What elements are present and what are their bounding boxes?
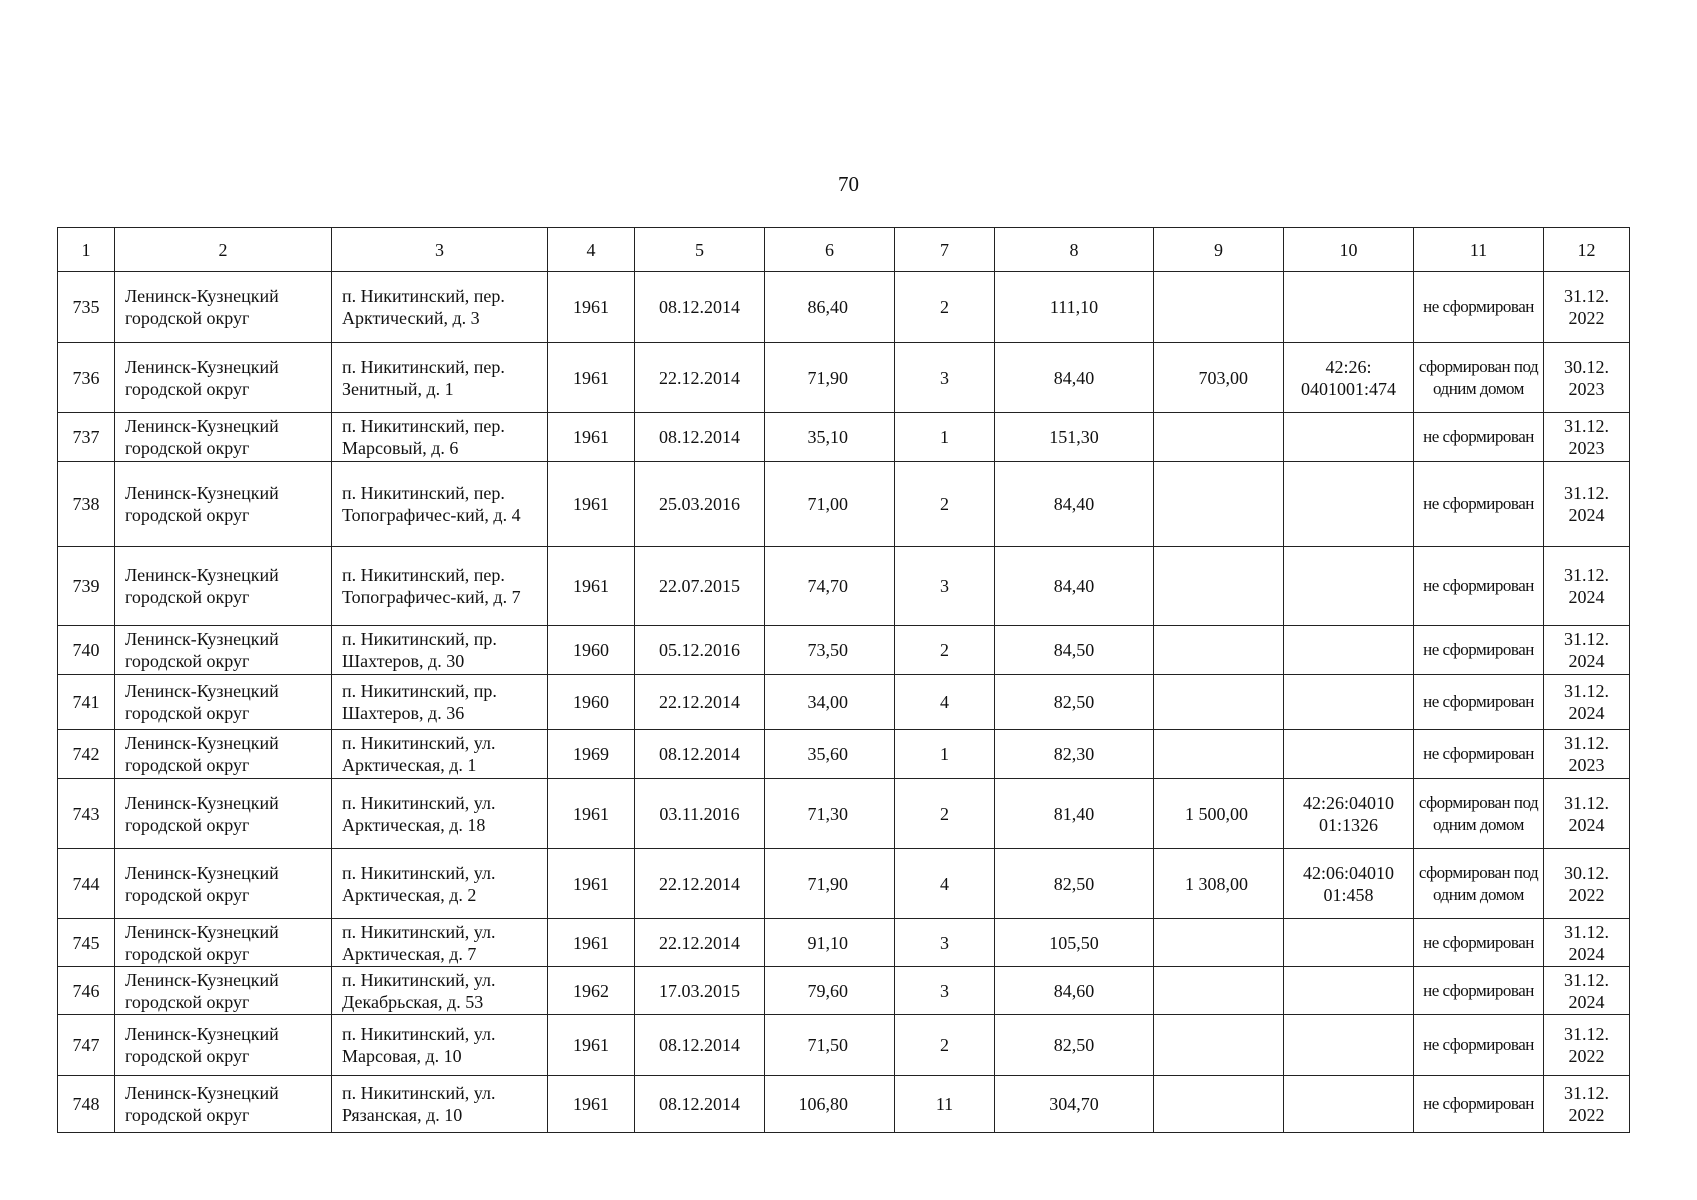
- row-number-cell: 743: [58, 779, 115, 849]
- housing-registry-table: [57, 227, 1630, 1133]
- date-cell: 08.12.2014: [635, 730, 765, 779]
- year-cell: 1961: [548, 343, 635, 413]
- land-area-cell: [1154, 272, 1284, 343]
- count-cell: 11: [895, 1076, 995, 1133]
- land-area-cell: [1154, 730, 1284, 779]
- area-cell: 71,00: [765, 462, 895, 547]
- date-cell: 22.12.2014: [635, 675, 765, 730]
- year-cell: 1961: [548, 547, 635, 626]
- count-cell: 3: [895, 547, 995, 626]
- column-header: 5: [635, 228, 765, 272]
- land-status-cell: сформирован под одним домом: [1414, 343, 1544, 413]
- land-area-cell: [1154, 1015, 1284, 1076]
- date-cell: 03.11.2016: [635, 779, 765, 849]
- year-cell: 1961: [548, 1015, 635, 1076]
- table-row: [58, 272, 1630, 343]
- address-cell: п. Никитинский, пр. Шахтеров, д. 30: [332, 626, 548, 675]
- land-status-cell: не сформирован: [1414, 626, 1544, 675]
- area-cell: 73,50: [765, 626, 895, 675]
- table-row: [58, 675, 1630, 730]
- total-area-cell: 82,50: [995, 1015, 1154, 1076]
- row-number-cell: 746: [58, 967, 115, 1015]
- total-area-cell: 82,30: [995, 730, 1154, 779]
- year-cell: 1961: [548, 849, 635, 919]
- year-cell: 1961: [548, 413, 635, 462]
- total-area-cell: 84,50: [995, 626, 1154, 675]
- table-row: [58, 967, 1630, 1015]
- deadline-cell: 30.12. 2022: [1544, 849, 1630, 919]
- count-cell: 2: [895, 272, 995, 343]
- count-cell: 3: [895, 919, 995, 967]
- land-status-cell: сформирован под одним домом: [1414, 849, 1544, 919]
- count-cell: 4: [895, 849, 995, 919]
- row-number-cell: 738: [58, 462, 115, 547]
- cadastral-number-cell: [1284, 547, 1414, 626]
- land-status-cell: не сформирован: [1414, 462, 1544, 547]
- municipality-cell: Ленинск-Кузнецкий городской округ: [115, 919, 332, 967]
- land-area-cell: [1154, 547, 1284, 626]
- count-cell: 1: [895, 730, 995, 779]
- municipality-cell: Ленинск-Кузнецкий городской округ: [115, 1015, 332, 1076]
- deadline-cell: 31.12. 2022: [1544, 1076, 1630, 1133]
- count-cell: 2: [895, 626, 995, 675]
- area-cell: 91,10: [765, 919, 895, 967]
- address-cell: п. Никитинский, пер. Марсовый, д. 6: [332, 413, 548, 462]
- total-area-cell: 151,30: [995, 413, 1154, 462]
- date-cell: 08.12.2014: [635, 272, 765, 343]
- land-status-cell: не сформирован: [1414, 675, 1544, 730]
- deadline-cell: 31.12. 2024: [1544, 675, 1630, 730]
- total-area-cell: 81,40: [995, 779, 1154, 849]
- column-header: 10: [1284, 228, 1414, 272]
- land-area-cell: [1154, 413, 1284, 462]
- row-number-cell: 747: [58, 1015, 115, 1076]
- address-cell: п. Никитинский, ул. Декабрьская, д. 53: [332, 967, 548, 1015]
- date-cell: 17.03.2015: [635, 967, 765, 1015]
- column-header: 9: [1154, 228, 1284, 272]
- date-cell: 25.03.2016: [635, 462, 765, 547]
- land-area-cell: 1 500,00: [1154, 779, 1284, 849]
- area-cell: 74,70: [765, 547, 895, 626]
- total-area-cell: 304,70: [995, 1076, 1154, 1133]
- municipality-cell: Ленинск-Кузнецкий городской округ: [115, 849, 332, 919]
- total-area-cell: 111,10: [995, 272, 1154, 343]
- total-area-cell: 84,40: [995, 462, 1154, 547]
- land-status-cell: сформирован под одним домом: [1414, 779, 1544, 849]
- municipality-cell: Ленинск-Кузнецкий городской округ: [115, 626, 332, 675]
- page-number: 70: [838, 172, 859, 196]
- total-area-cell: 84,60: [995, 967, 1154, 1015]
- year-cell: 1961: [548, 919, 635, 967]
- year-cell: 1961: [548, 272, 635, 343]
- column-header: 11: [1414, 228, 1544, 272]
- table-row: [58, 730, 1630, 779]
- row-number-cell: 739: [58, 547, 115, 626]
- column-header: 1: [58, 228, 115, 272]
- date-cell: 22.12.2014: [635, 849, 765, 919]
- column-header: 12: [1544, 228, 1630, 272]
- municipality-cell: Ленинск-Кузнецкий городской округ: [115, 547, 332, 626]
- table-row: [58, 1076, 1630, 1133]
- land-area-cell: 703,00: [1154, 343, 1284, 413]
- table-row: [58, 547, 1630, 626]
- header-row: [58, 228, 1630, 272]
- row-number-cell: 745: [58, 919, 115, 967]
- land-area-cell: [1154, 967, 1284, 1015]
- cadastral-number-cell: 42:26: 0401001:474: [1284, 343, 1414, 413]
- table-row: [58, 343, 1630, 413]
- count-cell: 2: [895, 779, 995, 849]
- municipality-cell: Ленинск-Кузнецкий городской округ: [115, 462, 332, 547]
- land-area-cell: [1154, 626, 1284, 675]
- area-cell: 71,30: [765, 779, 895, 849]
- area-cell: 79,60: [765, 967, 895, 1015]
- deadline-cell: 31.12. 2024: [1544, 967, 1630, 1015]
- column-header: 2: [115, 228, 332, 272]
- column-header: 4: [548, 228, 635, 272]
- column-header: 6: [765, 228, 895, 272]
- municipality-cell: Ленинск-Кузнецкий городской округ: [115, 343, 332, 413]
- area-cell: 35,60: [765, 730, 895, 779]
- land-status-cell: не сформирован: [1414, 967, 1544, 1015]
- cadastral-number-cell: 42:26:04010 01:1326: [1284, 779, 1414, 849]
- date-cell: 08.12.2014: [635, 1015, 765, 1076]
- table-row: [58, 626, 1630, 675]
- land-status-cell: не сформирован: [1414, 547, 1544, 626]
- year-cell: 1961: [548, 779, 635, 849]
- column-header: 7: [895, 228, 995, 272]
- area-cell: 35,10: [765, 413, 895, 462]
- deadline-cell: 31.12. 2024: [1544, 462, 1630, 547]
- address-cell: п. Никитинский, ул. Рязанская, д. 10: [332, 1076, 548, 1133]
- table-row: [58, 413, 1630, 462]
- year-cell: 1961: [548, 1076, 635, 1133]
- cadastral-number-cell: [1284, 919, 1414, 967]
- count-cell: 3: [895, 343, 995, 413]
- land-status-cell: не сформирован: [1414, 919, 1544, 967]
- area-cell: 71,90: [765, 849, 895, 919]
- total-area-cell: 84,40: [995, 547, 1154, 626]
- cadastral-number-cell: [1284, 413, 1414, 462]
- count-cell: 2: [895, 1015, 995, 1076]
- address-cell: п. Никитинский, ул. Арктическая, д. 18: [332, 779, 548, 849]
- count-cell: 1: [895, 413, 995, 462]
- cadastral-number-cell: [1284, 272, 1414, 343]
- land-area-cell: [1154, 1076, 1284, 1133]
- address-cell: п. Никитинский, ул. Арктическая, д. 2: [332, 849, 548, 919]
- row-number-cell: 740: [58, 626, 115, 675]
- year-cell: 1960: [548, 675, 635, 730]
- land-status-cell: не сформирован: [1414, 272, 1544, 343]
- municipality-cell: Ленинск-Кузнецкий городской округ: [115, 413, 332, 462]
- cadastral-number-cell: [1284, 967, 1414, 1015]
- date-cell: 22.07.2015: [635, 547, 765, 626]
- deadline-cell: 31.12. 2024: [1544, 919, 1630, 967]
- land-status-cell: не сформирован: [1414, 1015, 1544, 1076]
- area-cell: 71,50: [765, 1015, 895, 1076]
- date-cell: 08.12.2014: [635, 413, 765, 462]
- municipality-cell: Ленинск-Кузнецкий городской округ: [115, 779, 332, 849]
- row-number-cell: 737: [58, 413, 115, 462]
- date-cell: 08.12.2014: [635, 1076, 765, 1133]
- land-status-cell: не сформирован: [1414, 1076, 1544, 1133]
- cadastral-number-cell: 42:06:04010 01:458: [1284, 849, 1414, 919]
- cadastral-number-cell: [1284, 675, 1414, 730]
- row-number-cell: 744: [58, 849, 115, 919]
- date-cell: 22.12.2014: [635, 343, 765, 413]
- area-cell: 86,40: [765, 272, 895, 343]
- land-status-cell: не сформирован: [1414, 730, 1544, 779]
- deadline-cell: 31.12. 2022: [1544, 1015, 1630, 1076]
- address-cell: п. Никитинский, пер. Зенитный, д. 1: [332, 343, 548, 413]
- address-cell: п. Никитинский, ул. Марсовая, д. 10: [332, 1015, 548, 1076]
- municipality-cell: Ленинск-Кузнецкий городской округ: [115, 272, 332, 343]
- area-cell: 106,80: [765, 1076, 895, 1133]
- cadastral-number-cell: [1284, 626, 1414, 675]
- year-cell: 1969: [548, 730, 635, 779]
- address-cell: п. Никитинский, ул. Арктическая, д. 1: [332, 730, 548, 779]
- count-cell: 2: [895, 462, 995, 547]
- deadline-cell: 31.12. 2022: [1544, 272, 1630, 343]
- column-header: 3: [332, 228, 548, 272]
- date-cell: 22.12.2014: [635, 919, 765, 967]
- land-area-cell: 1 308,00: [1154, 849, 1284, 919]
- total-area-cell: 84,40: [995, 343, 1154, 413]
- deadline-cell: 31.12. 2023: [1544, 413, 1630, 462]
- deadline-cell: 31.12. 2023: [1544, 730, 1630, 779]
- row-number-cell: 748: [58, 1076, 115, 1133]
- deadline-cell: 31.12. 2024: [1544, 626, 1630, 675]
- column-header: 8: [995, 228, 1154, 272]
- total-area-cell: 82,50: [995, 849, 1154, 919]
- area-cell: 71,90: [765, 343, 895, 413]
- table-row: [58, 919, 1630, 967]
- land-area-cell: [1154, 675, 1284, 730]
- count-cell: 4: [895, 675, 995, 730]
- row-number-cell: 736: [58, 343, 115, 413]
- count-cell: 3: [895, 967, 995, 1015]
- municipality-cell: Ленинск-Кузнецкий городской округ: [115, 967, 332, 1015]
- deadline-cell: 31.12. 2024: [1544, 547, 1630, 626]
- address-cell: п. Никитинский, пр. Шахтеров, д. 36: [332, 675, 548, 730]
- municipality-cell: Ленинск-Кузнецкий городской округ: [115, 730, 332, 779]
- cadastral-number-cell: [1284, 1076, 1414, 1133]
- land-area-cell: [1154, 462, 1284, 547]
- table-row: [58, 462, 1630, 547]
- deadline-cell: 30.12. 2023: [1544, 343, 1630, 413]
- cadastral-number-cell: [1284, 730, 1414, 779]
- year-cell: 1960: [548, 626, 635, 675]
- row-number-cell: 741: [58, 675, 115, 730]
- row-number-cell: 742: [58, 730, 115, 779]
- table-row: [58, 779, 1630, 849]
- address-cell: п. Никитинский, пер. Топографичес-кий, д. 4: [332, 462, 548, 547]
- row-number-cell: 735: [58, 272, 115, 343]
- address-cell: п. Никитинский, пер. Арктический, д. 3: [332, 272, 548, 343]
- table-row: [58, 1015, 1630, 1076]
- address-cell: п. Никитинский, пер. Топографичес-кий, д. 7: [332, 547, 548, 626]
- total-area-cell: 105,50: [995, 919, 1154, 967]
- deadline-cell: 31.12. 2024: [1544, 779, 1630, 849]
- municipality-cell: Ленинск-Кузнецкий городской округ: [115, 675, 332, 730]
- cadastral-number-cell: [1284, 462, 1414, 547]
- cadastral-number-cell: [1284, 1015, 1414, 1076]
- total-area-cell: 82,50: [995, 675, 1154, 730]
- date-cell: 05.12.2016: [635, 626, 765, 675]
- land-area-cell: [1154, 919, 1284, 967]
- year-cell: 1962: [548, 967, 635, 1015]
- address-cell: п. Никитинский, ул. Арктическая, д. 7: [332, 919, 548, 967]
- year-cell: 1961: [548, 462, 635, 547]
- area-cell: 34,00: [765, 675, 895, 730]
- municipality-cell: Ленинск-Кузнецкий городской округ: [115, 1076, 332, 1133]
- land-status-cell: не сформирован: [1414, 413, 1544, 462]
- table-row: [58, 849, 1630, 919]
